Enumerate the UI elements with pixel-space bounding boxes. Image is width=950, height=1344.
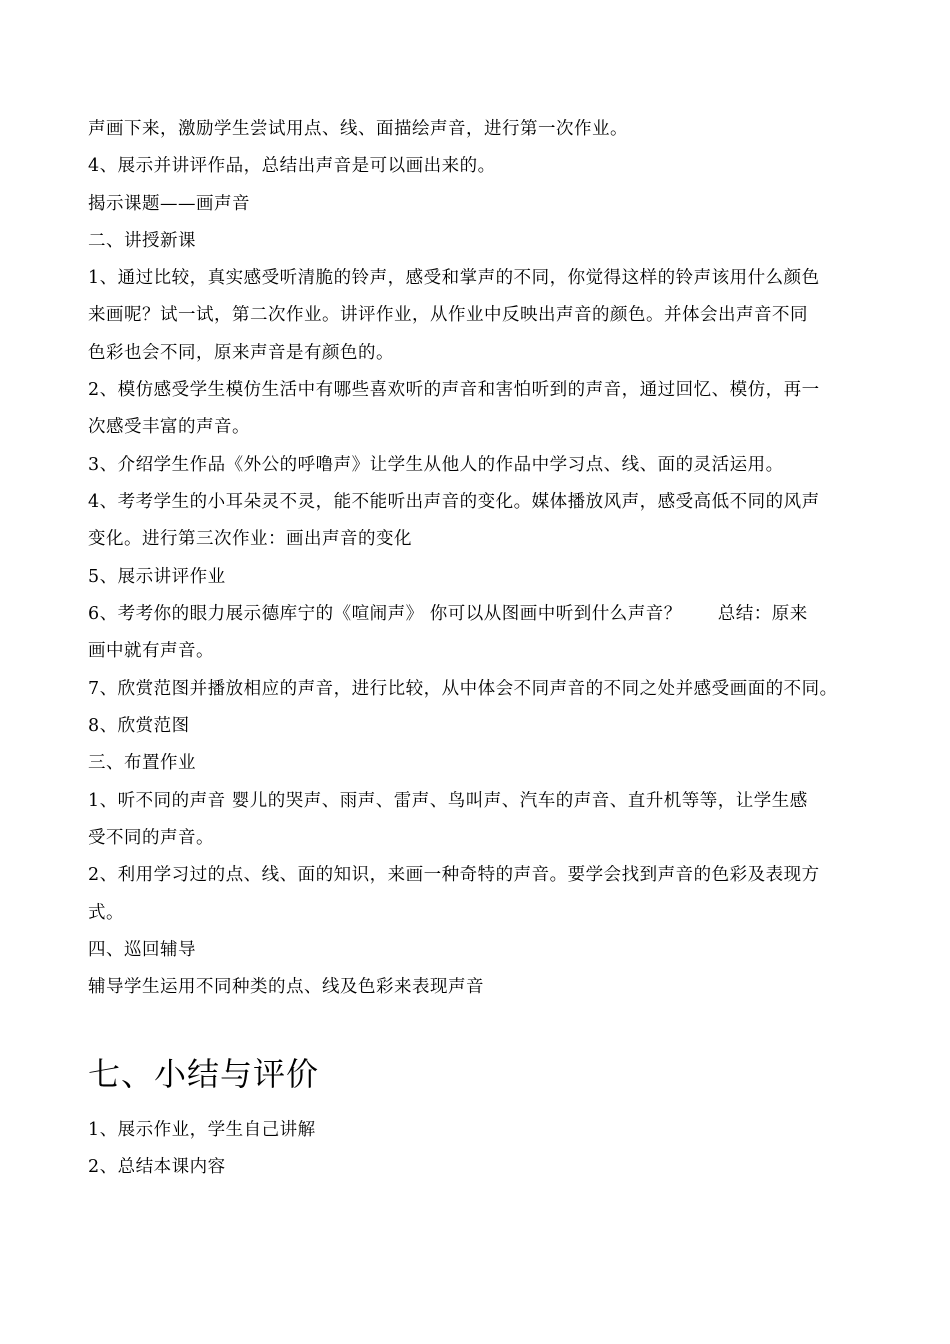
text-line: 2、利用学习过的点、线、面的知识，来画一种奇特的声音。要学会找到声音的色彩及表现方	[88, 865, 820, 885]
text-line: 色彩也会不同，原来声音是有颜色的。	[88, 343, 394, 363]
text-line: 次感受丰富的声音。	[88, 417, 250, 437]
text-line: 1、展示作业，学生自己讲解	[88, 1120, 316, 1140]
text-line: 3、介绍学生作品《外公的呼噜声》让学生从他人的作品中学习点、线、面的灵活运用。	[88, 455, 784, 475]
text-line: 2、模仿感受学生模仿生活中有哪些喜欢听的声音和害怕听到的声音，通过回忆、模仿，再一	[88, 380, 820, 400]
text-line: 式。	[88, 903, 124, 923]
section-subheading: 三、布置作业	[88, 753, 196, 773]
text-line: 4、考考学生的小耳朵灵不灵，能不能听出声音的变化。媒体播放风声，感受高低不同的风声	[88, 492, 820, 512]
text-line: 8、欣赏范图	[88, 716, 190, 736]
text-line: 来画呢？试一试，第二次作业。讲评作业，从作业中反映出声音的颜色。并体会出声音不同	[88, 305, 808, 325]
text-line: 揭示课题——画声音	[88, 194, 250, 214]
text-line: 受不同的声音。	[88, 828, 214, 848]
text-line: 1、听不同的声音 婴儿的哭声、雨声、雷声、鸟叫声、汽车的声音、直升机等等，让学生感	[88, 791, 808, 811]
text-line: 1、通过比较，真实感受听清脆的铃声，感受和掌声的不同，你觉得这样的铃声该用什么颜色	[88, 268, 820, 288]
text-line: 4、展示并讲评作品，总结出声音是可以画出来的。	[88, 156, 496, 176]
text-line: 辅导学生运用不同种类的点、线及色彩来表现声音	[88, 977, 484, 997]
section-heading: 七、小结与评价	[88, 1055, 320, 1093]
text-line: 6、考考你的眼力展示德库宁的《喧闹声》 你可以从图画中听到什么声音？ 总结：原来	[88, 604, 808, 624]
text-line: 变化。进行第三次作业：画出声音的变化	[88, 529, 412, 549]
text-line: 声画下来，激励学生尝试用点、线、面描绘声音，进行第一次作业。	[88, 119, 628, 139]
text-line: 7、欣赏范图并播放相应的声音，进行比较，从中体会不同声音的不同之处并感受画面的不同。	[88, 679, 838, 699]
text-line: 画中就有声音。	[88, 641, 214, 661]
section-subheading: 四、巡回辅导	[88, 940, 196, 960]
text-line: 2、总结本课内容	[88, 1157, 226, 1177]
text-line: 5、展示讲评作业	[88, 567, 226, 587]
section-subheading: 二、讲授新课	[88, 231, 196, 251]
